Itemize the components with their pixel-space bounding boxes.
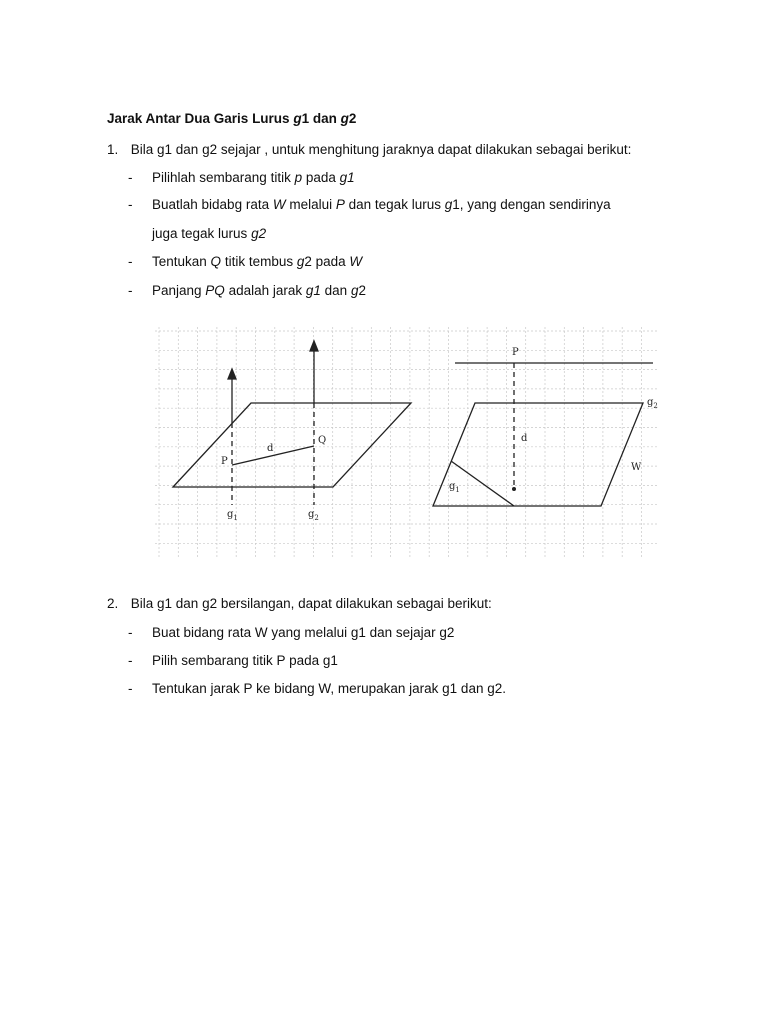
bullet-var: g2: [251, 226, 267, 241]
bullet-dash: -: [128, 625, 133, 640]
title-g2-num: 2: [348, 111, 357, 126]
line-g1-right: [451, 461, 514, 506]
bullet-text: 2: [358, 283, 366, 298]
label-g1-left-letter: g: [227, 509, 234, 520]
label-g1-left: [227, 509, 238, 522]
bullet-var: Q: [210, 254, 222, 269]
label-g2-right-letter: g: [647, 397, 654, 408]
bullet-text: dan: [320, 283, 351, 298]
label-p-right: P: [512, 347, 519, 358]
bullet-text: adalah jarak: [224, 283, 306, 298]
bullet-text: pada: [302, 170, 340, 185]
label-g2-left: [308, 509, 319, 522]
section2-bullet-2: [128, 653, 338, 668]
section1-bullet-1: [128, 170, 355, 185]
label-g1-right-sub: 1: [455, 486, 460, 494]
section1-bullet-2-cont: [152, 226, 266, 241]
bullet-text: titik tembus: [221, 254, 297, 269]
arrow-g1-left: [228, 369, 236, 379]
bullet-dash: -: [128, 170, 133, 185]
label-g1-right: [449, 481, 460, 494]
bullet-text: Buat bidang rata W yang melalui g1 dan sejajar g2: [152, 625, 455, 640]
page-title: [107, 111, 356, 126]
bullet-var: g1: [305, 283, 321, 298]
geometry-figure: [155, 327, 658, 559]
label-g2-left-letter: g: [308, 509, 315, 520]
bullet-text: melalui: [285, 197, 336, 212]
section1-number: 1.: [107, 142, 119, 157]
bullet-var: g: [296, 254, 305, 269]
section2-bullet-1: [128, 625, 454, 640]
section1-bullet-4: [128, 283, 366, 298]
label-q-left: Q: [318, 435, 327, 446]
section2-number: 2.: [107, 596, 119, 611]
label-d-left: d: [267, 443, 274, 454]
bullet-text: dan tegak lurus: [344, 197, 445, 212]
section1-bullet-2: [128, 197, 611, 212]
bullet-dash: -: [128, 254, 133, 269]
title-g2: g: [340, 111, 349, 126]
title-text: Jarak Antar Dua Garis Lurus: [107, 111, 294, 126]
title-g1: g: [293, 111, 302, 126]
bullet-var: g: [350, 283, 359, 298]
bullet-text: Buatlah bidabg rata: [152, 197, 273, 212]
bullet-text: Panjang: [152, 283, 206, 298]
skew-lines-diagram: [433, 363, 653, 506]
bullet-dash: -: [128, 283, 133, 298]
bullet-text: Tentukan jarak P ke bidang W, merupakan jarak g1 dan g2.: [152, 681, 506, 696]
bullet-dash: -: [128, 653, 133, 668]
bullet-text: juga tegak lurus: [152, 226, 252, 241]
label-g2-left-sub: 2: [314, 514, 319, 522]
foot-point: [512, 487, 516, 491]
bullet-text: Tentukan: [152, 254, 211, 269]
bullet-var: PQ: [205, 283, 225, 298]
plane-w-right: [433, 403, 643, 506]
section2-intro: Bila g1 dan g2 bersilangan, dapat dilakukan sebagai berikut:: [130, 596, 492, 611]
title-dan: dan: [309, 111, 341, 126]
label-g2-right-sub: 2: [653, 402, 658, 410]
bullet-var: W: [272, 197, 286, 212]
bullet-var: W: [349, 254, 363, 269]
bullet-text: Pilih sembarang titik P pada g1: [152, 653, 338, 668]
label-g1-left-sub: 1: [233, 514, 238, 522]
section1-bullet-3: [128, 254, 362, 269]
bullet-text: 1, yang dengan sendirinya: [452, 197, 611, 212]
label-d-right: d: [521, 433, 528, 444]
section1-heading: [107, 142, 631, 157]
bullet-var: g1: [339, 170, 355, 185]
title-g1-num: 1: [301, 111, 310, 126]
section1-intro: Bila g1 dan g2 sejajar , untuk menghitung jaraknya dapat dilakukan sebagai berikut:: [130, 142, 632, 157]
section2-heading: [107, 596, 492, 611]
bullet-dash: -: [128, 197, 133, 212]
figure-grid: [155, 327, 658, 559]
bullet-text: Pilihlah sembarang titik: [152, 170, 295, 185]
section2-bullet-3: [128, 681, 506, 696]
plane-w-left: [173, 403, 411, 487]
bullet-dash: -: [128, 681, 133, 696]
bullet-var: P: [335, 197, 345, 212]
label-g1-right-letter: g: [449, 481, 456, 492]
label-w-right: W: [631, 462, 642, 473]
bullet-var: p: [294, 170, 303, 185]
label-p-left: P: [221, 456, 228, 467]
bullet-var: g: [444, 197, 453, 212]
parallel-lines-diagram: [173, 341, 411, 505]
arrow-g2-left: [310, 341, 318, 351]
bullet-text: 2 pada: [304, 254, 350, 269]
